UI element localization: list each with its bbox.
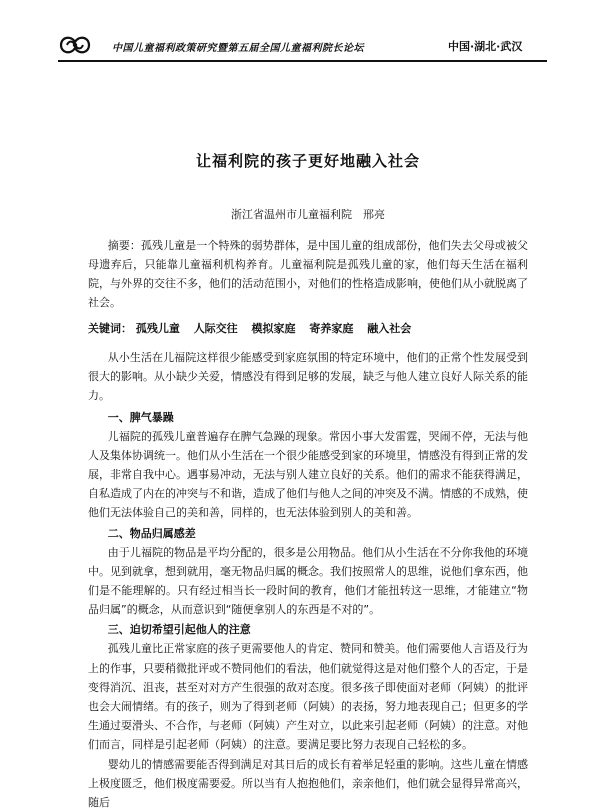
section-paragraph-3: 孤残儿童比正常家庭的孩子更需要他人的肯定、赞同和赞美。他们需要他人言语及行为上的作事，只要稍微批评或不赞同他们的看法，他们就觉得这是对他们整个人的否定，于是变得消沉、沮丧，甚至对对方产生很强的敌对态度。很多孩子即使面对老师（阿姨）的批评也会大闹情绪。有的孩子，则为了得到老师（阿姨）的表扬，努力地表现自己；但更多的学生通过耍滑头、不合作，与老师（阿姨）产生对立，以此来引起老师（阿姨）的注意。对他们而言，同样是引起老师（阿姨）的注意。要满足要比努力表现自己轻松的多。 xyxy=(88,642,528,752)
keyword: 孤残儿童 xyxy=(135,322,180,335)
intro-paragraph: 从小生活在儿福院这样很少能感受到家庭氛围的特定环境中，他们的正常个性发展受到很大的影响。从小缺少关爱，情感没有得到足够的发展，缺乏与他人建立良好人际关系的能力。 xyxy=(88,351,528,403)
closing-paragraph: 婴幼儿的情感需要能否得到满足对其日后的成长有着举足轻重的影响。这些儿童在情感上极度匮乏，他们极度需要爱。所以当有人抱抱他们，亲亲他们，他们就会显得异常高兴，随后 xyxy=(88,757,528,810)
page-header xyxy=(0,0,600,62)
header-rule xyxy=(58,60,547,62)
keyword: 模拟家庭 xyxy=(251,322,296,335)
section-paragraph-2: 由于儿福院的物品是平均分配的，很多是公用物品。他们从小生活在不分你我他的环境中。见到就拿，想到就用，毫无物品归属的概念。我们按照常人的思维，说他们拿东西，他们是不能理解的。只有经过相当长一段时间的教育，他们才能扭转这一思维，才能建立“物品归属”的概念，从而意识到“随便拿别人的东西是不对的”。 xyxy=(88,545,528,617)
keyword: 人际交往 xyxy=(193,322,238,335)
keywords-label: 关键词： xyxy=(88,322,132,335)
section-heading-3: 三、迫切希望引起他人的注意 xyxy=(107,623,251,637)
paper-author: 浙江省温州市儿童福利院 邢亮 xyxy=(231,208,385,221)
header-title: 中国儿童福利政策研究暨第五届全国儿童福利院长论坛 xyxy=(112,43,364,54)
paper-title: 让福利院的孩子更好地融入社会 xyxy=(195,152,420,170)
paper-text xyxy=(88,348,528,812)
header-location: 中国·湖北·武汉 xyxy=(448,40,523,53)
keyword: 寄养家庭 xyxy=(309,322,354,335)
keyword: 融入社会 xyxy=(367,322,412,335)
paper-abstract: 摘要：孤残儿童是一个特殊的弱势群体，是中国儿童的组成部份，他们失去父母或被父母遗弃后，只能靠儿童福利机构养育。儿童福利院是孤残儿童的家，他们每天生活在福利院，与外界的交往不多，他们的活动范围小，对他们的性格造成影响，使他们从小就脱离了社会。 xyxy=(88,239,528,309)
forum-logo-icon xyxy=(58,33,92,57)
section-heading-1: 一、脾气暴躁 xyxy=(107,410,174,424)
keywords-line xyxy=(88,320,528,336)
section-heading-2: 二、物品归属感差 xyxy=(107,526,196,540)
section-paragraph-1: 儿福院的孤残儿童普遍存在脾气急躁的现象。常因小事大发雷霆，哭闹不停，无法与他人及集体协调统一。他们从小生活在一个很少能感受到家的环境里，情感没有得到正常的发展，非常自我中心。遇事易冲动，无法与别人建立良好的关系。他们的需求不能获得满足，自私造成了内在的冲突与不和谐，造成了他们与他人之间的冲突及不满。情感的不成熟，使他们无法体验自己的美和善，同样的，也无法体验到别人的美和善。 xyxy=(88,429,528,520)
